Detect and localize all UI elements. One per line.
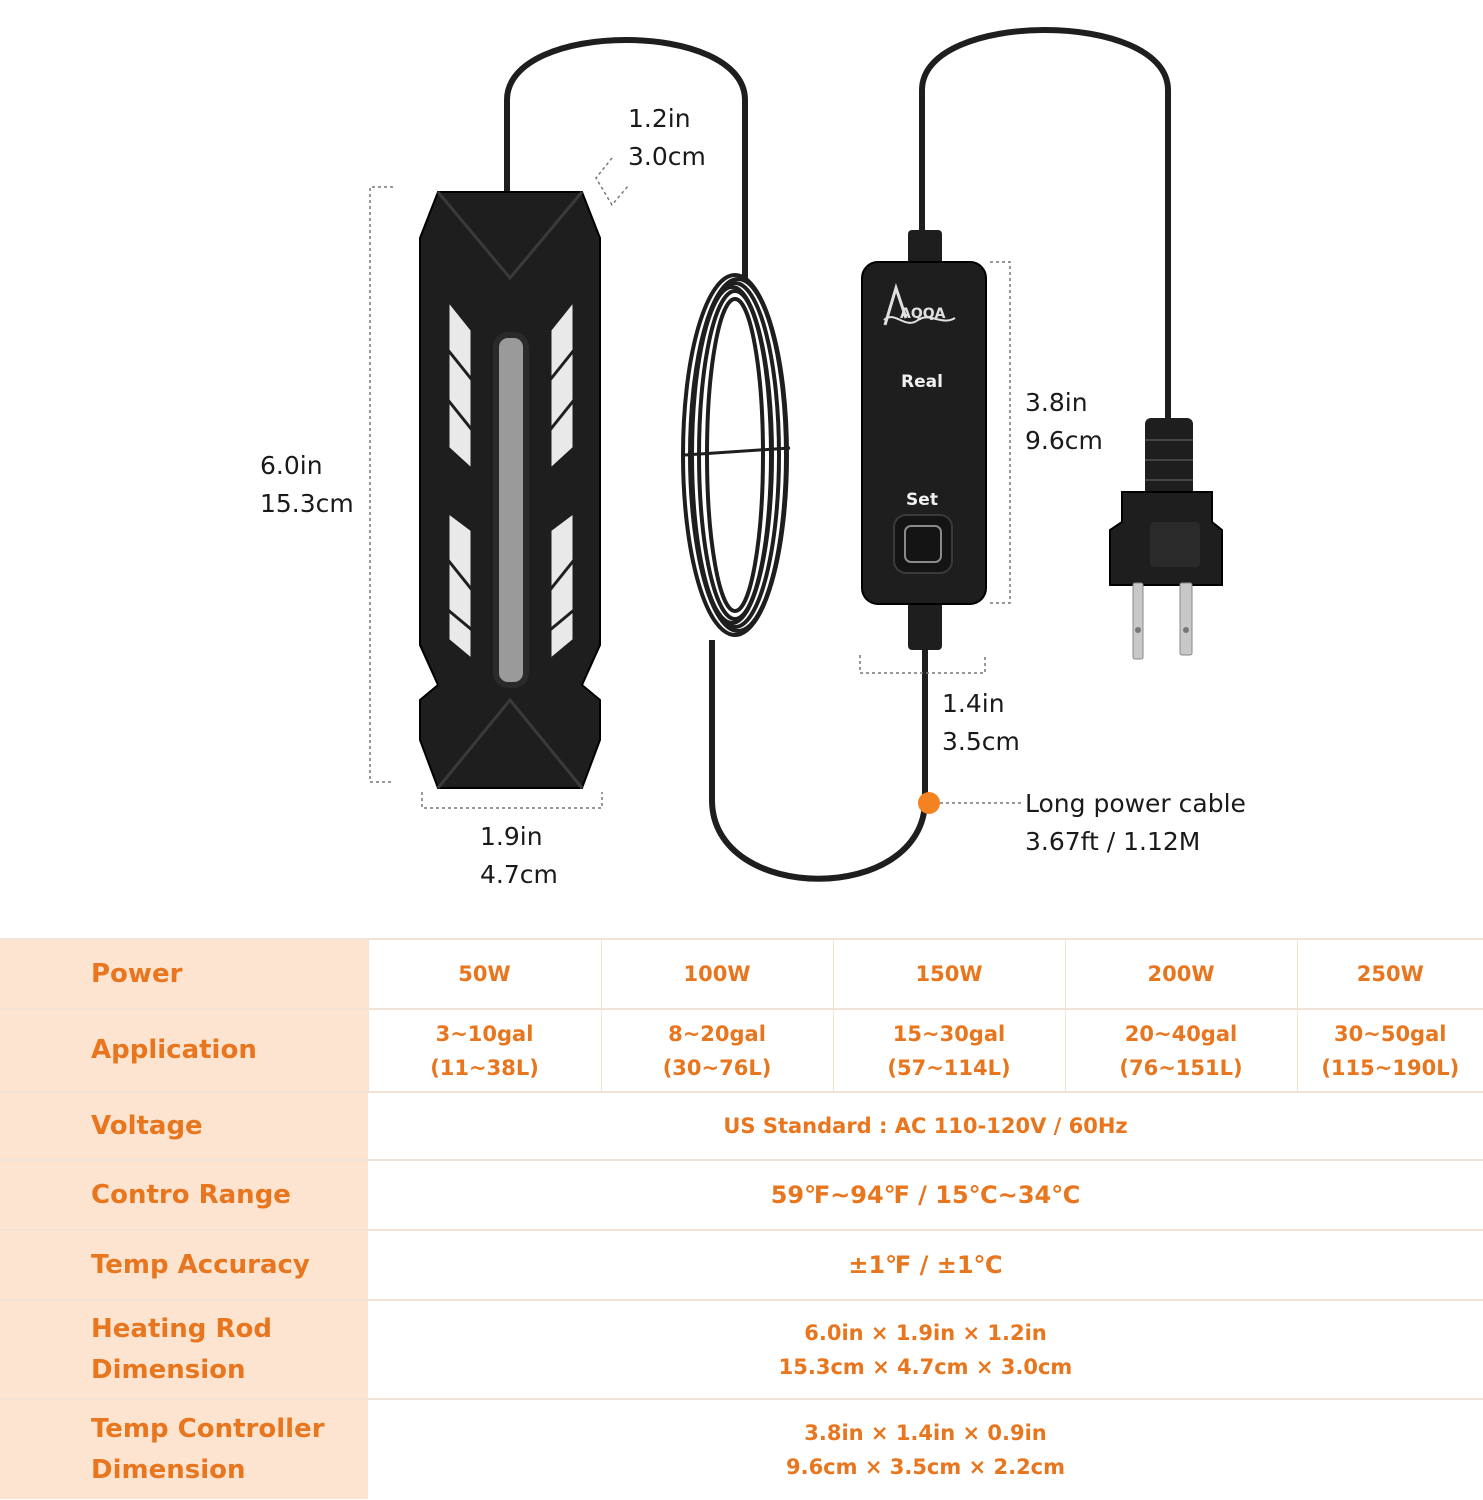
- cable-marker-dot: [918, 792, 940, 814]
- table-cell: 20~40gal (76~151L): [1065, 1009, 1297, 1092]
- table-cell: 30~50gal (115~190L): [1297, 1009, 1483, 1092]
- table-cell: 3~10gal (11~38L): [368, 1009, 601, 1092]
- real-temp-label: Real: [901, 372, 943, 392]
- spec-table: [0, 938, 1483, 1499]
- table-cell: 8~20gal (30~76L): [601, 1009, 833, 1092]
- rod-depth-label: 1.2in 3.0cm: [628, 104, 706, 171]
- row-label: Temp Controller Dimension: [0, 1399, 368, 1499]
- heating-rod: [420, 192, 600, 788]
- table-cell: 50W: [368, 939, 601, 1009]
- controller-width-label: 1.4in 3.5cm: [942, 689, 1020, 756]
- set-button: [894, 515, 952, 573]
- table-cell: ±1℉ / ±1℃: [368, 1230, 1483, 1300]
- table-cell: 59℉~94℉ / 15℃~34℃: [368, 1160, 1483, 1230]
- cable-length-label: Long power cable 3.67ft / 1.12M: [1025, 789, 1246, 856]
- controller-height-label: 3.8in 9.6cm: [1025, 388, 1103, 455]
- coiled-cable: [683, 275, 790, 635]
- power-plug: [1110, 418, 1222, 659]
- temperature-controller: [862, 230, 986, 650]
- row-label: Heating Rod Dimension: [0, 1300, 368, 1399]
- set-temp-label: Set: [906, 490, 938, 510]
- rod-width-label: 1.9in 4.7cm: [480, 822, 558, 889]
- table-cell: 3.8in × 1.4in × 0.9in 9.6cm × 3.5cm × 2.2cm: [368, 1399, 1483, 1499]
- row-label: Temp Accuracy: [0, 1230, 368, 1300]
- table-cell: US Standard : AC 110-120V / 60Hz: [368, 1092, 1483, 1160]
- table-row-rod-dimension: [0, 1300, 1483, 1399]
- table-row-power: [0, 939, 1483, 1009]
- table-cell: 15~30gal (57~114L): [833, 1009, 1065, 1092]
- row-label: Voltage: [0, 1092, 368, 1160]
- row-label: Contro Range: [0, 1160, 368, 1230]
- table-row-application: [0, 1009, 1483, 1092]
- rod-height-label: 6.0in 15.3cm: [260, 451, 354, 518]
- table-cell: 150W: [833, 939, 1065, 1009]
- table-row-temp-accuracy: [0, 1230, 1483, 1300]
- table-row-controller-dimension: [0, 1399, 1483, 1499]
- table-row-control-range: [0, 1160, 1483, 1230]
- brand-logo-text: AQQA: [900, 306, 946, 322]
- row-label: Power: [0, 939, 368, 1009]
- cable-bottom-loop: [712, 640, 925, 879]
- table-row-voltage: [0, 1092, 1483, 1160]
- table-cell: 200W: [1065, 939, 1297, 1009]
- table-cell: 100W: [601, 939, 833, 1009]
- row-label: Application: [0, 1009, 368, 1092]
- table-cell: 250W: [1297, 939, 1483, 1009]
- table-cell: 6.0in × 1.9in × 1.2in 15.3cm × 4.7cm × 3.0cm: [368, 1300, 1483, 1399]
